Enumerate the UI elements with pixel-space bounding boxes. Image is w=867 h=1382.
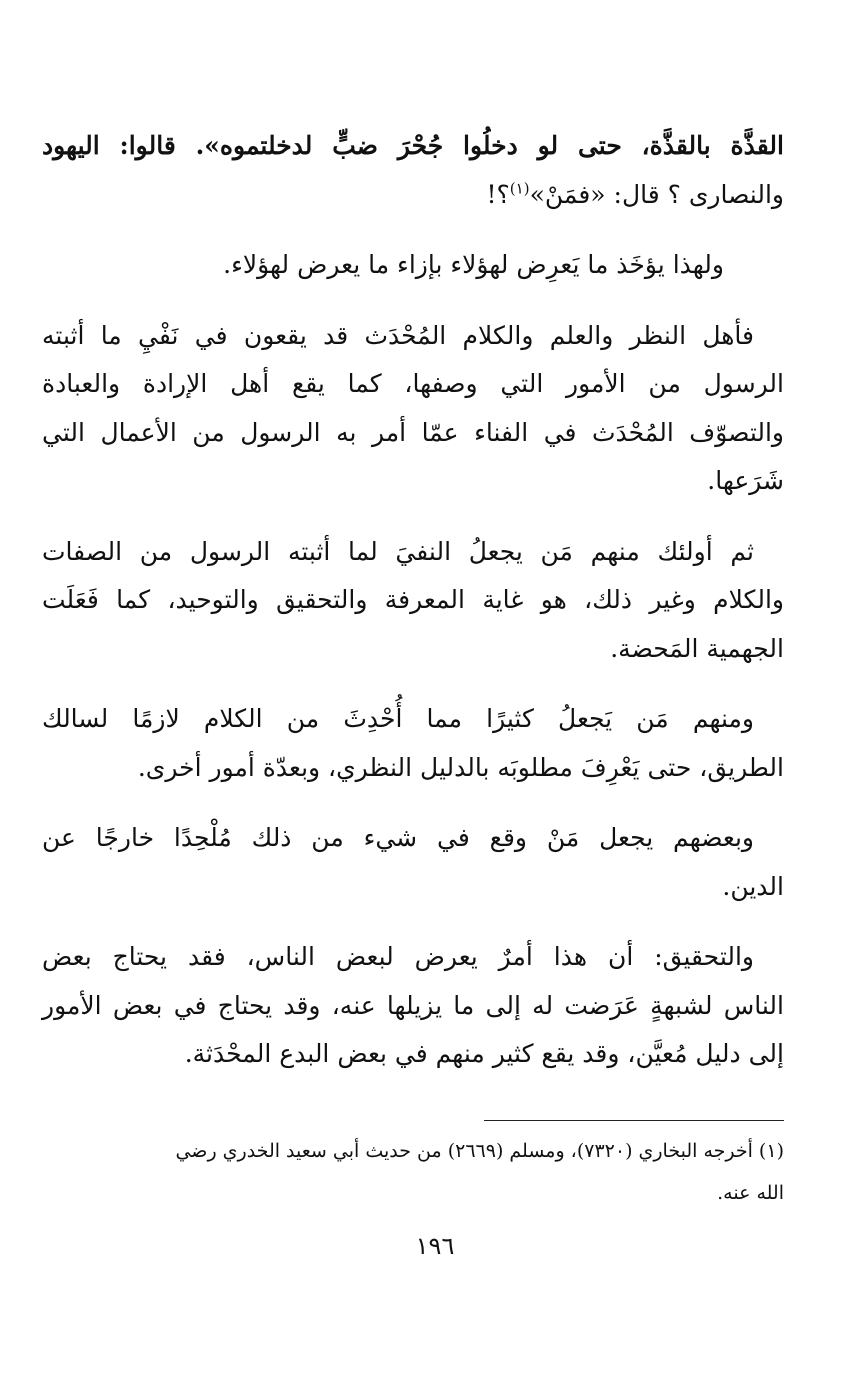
footnote-reference[interactable]: (١) — [509, 179, 530, 198]
paragraph-7 — [42, 933, 784, 1079]
text-line: الدين. — [722, 871, 784, 901]
text-line — [42, 171, 784, 220]
text-line: والتحقيق: أن هذا أمرٌ يعرض لبعض الناس، فقد يحتاج بعض — [42, 942, 754, 971]
text-line: ثم أولئك منهم مَن يجعلُ النفيَ لما أثبته الرسول من الصفات — [42, 536, 754, 566]
text-line: الرسول من الأمور التي وصفها، كما يقع أهل الإرادة والعبادة — [42, 369, 784, 398]
text-segment: والنصارى ؟ قال: «فمَنْ» — [529, 179, 784, 209]
text-segment: ؟! — [486, 179, 510, 209]
footnote — [42, 1130, 784, 1214]
text-line: الناس لشبهةٍ عَرَضت له إلى ما يزيلها عنه، وقد يحتاج في بعض الأمور — [42, 990, 784, 1020]
text-line: الجهمية المَحضة. — [610, 633, 784, 663]
paragraph-5 — [42, 695, 784, 792]
main-text — [42, 122, 784, 1079]
text-line: وبعضهم يجعل مَنْ وقع في شيء من ذلك مُلْحِدًا خارجًا عن — [42, 823, 754, 852]
text-line: إلى دليل مُعيَّن، وقد يقع كثير منهم في بعض البدع المحْدَثة. — [184, 1039, 784, 1068]
footnote-separator — [484, 1120, 784, 1121]
footnote-line: الله عنه. — [717, 1182, 784, 1204]
text-line: والكلام وغير ذلك، هو غاية المعرفة والتحقيق والتوحيد، كما فَعَلَت — [42, 585, 784, 614]
text-line: والتصوّف المُحْدَث في الفناء عمّا أمر به الرسول من الأعمال التي — [42, 417, 784, 447]
page-number: ١٩٦ — [415, 1232, 455, 1260]
text-line: فأهل النظر والعلم والكلام المُحْدَث قد يقعون في نَفْيِ ما أثبته — [42, 320, 754, 350]
text-line: الطريق، حتى يَعْرِفَ مطلوبَه بالدليل النظري، وبعدّة أمور أخرى. — [137, 752, 784, 782]
paragraph-1 — [42, 122, 784, 219]
text-line: شَرَعها. — [707, 466, 784, 495]
text-line: ومنهم مَن يَجعلُ كثيرًا مما أُحْدِثَ من الكلام لازمًا لسالك — [42, 704, 754, 733]
paragraph-4 — [42, 528, 784, 674]
text-line: ولهذا يؤخَذ ما يَعرِض لهؤلاء بإزاء ما يعرض لهؤلاء. — [223, 250, 724, 279]
paragraph-6 — [42, 814, 784, 911]
paragraph-3 — [42, 312, 784, 506]
text-line: القذَّة بالقذَّة، حتى لو دخلُوا جُحْرَ ضبٍّ لدخلتموه». قالوا: اليهود — [42, 131, 784, 160]
footnote-line: (١) أخرجه البخاري (٧٣٢٠)، ومسلم (٢٦٦٩) من حديث أبي سعيد الخدري رضي — [175, 1140, 784, 1162]
paragraph-2 — [42, 241, 784, 290]
